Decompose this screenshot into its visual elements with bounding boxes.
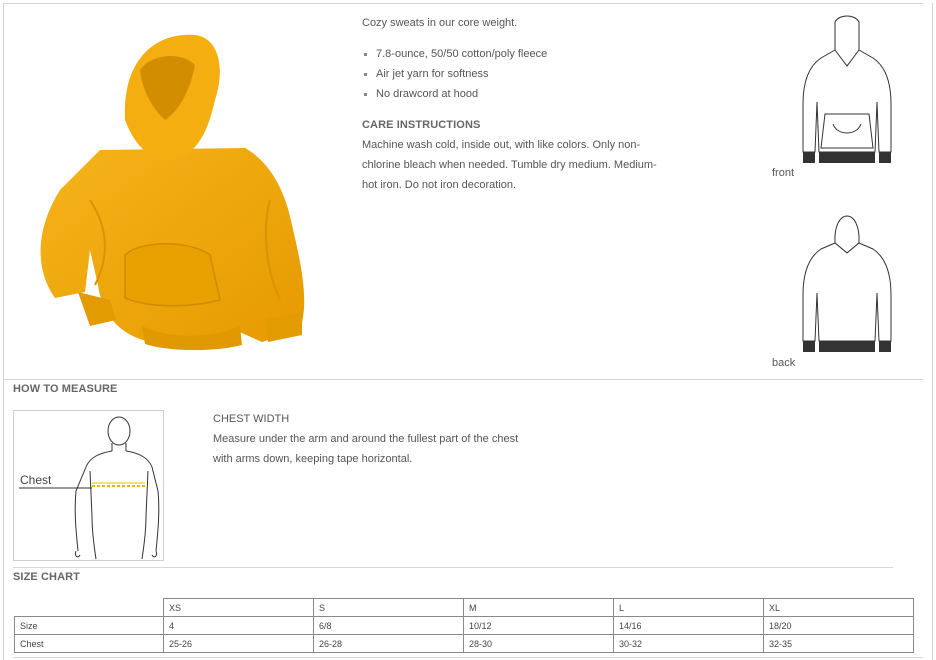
size-header-cell: XS [164,599,314,617]
table-cell: 18/20 [764,617,914,635]
table-cell: 6/8 [314,617,464,635]
table-cell: 10/12 [464,617,614,635]
care-heading: CARE INSTRUCTIONS [362,119,481,131]
size-chart-heading: SIZE CHART [13,571,80,583]
measure-diagram [13,410,164,561]
product-photo[interactable] [30,30,310,350]
feature-item: No drawcord at hood [362,84,547,104]
size-header-row [15,599,914,617]
table-cell: 14/16 [614,617,764,635]
measure-title: CHEST WIDTH [213,413,290,425]
table-row [15,617,914,635]
front-label: front [772,167,795,179]
bottom-divider [13,657,923,658]
size-chart-divider [13,567,893,568]
table-cell: 4 [164,617,314,635]
row-label: Size [15,617,164,635]
size-header-cell: XL [764,599,914,617]
size-header-cell: L [614,599,764,617]
size-header-cell: S [314,599,464,617]
feature-item: Air jet yarn for softness [362,64,547,84]
feature-item: 7.8-ounce, 50/50 cotton/poly fleece [362,44,547,64]
product-description: Cozy sweats in our core weight. [362,17,518,29]
table-cell: 25-26 [164,635,314,653]
table-row [15,635,914,653]
row-label: Chest [15,635,164,653]
corner-cell [15,599,164,617]
size-chart-table [14,598,914,653]
chest-label: Chest [20,473,52,487]
feature-list [362,44,547,104]
measure-text: Measure under the arm and around the fullest part of the chest with arms down, keeping tape horizontal. [213,433,519,465]
how-to-measure-heading: HOW TO MEASURE [13,383,118,395]
size-header-cell: M [464,599,614,617]
table-cell: 32-35 [764,635,914,653]
back-label: back [772,357,796,369]
section-divider [3,379,923,380]
back-sketch[interactable] [797,203,897,355]
table-cell: 28-30 [464,635,614,653]
top-divider [3,3,923,4]
table-cell: 30-32 [614,635,764,653]
front-sketch[interactable] [797,12,897,166]
care-text: Machine wash cold, inside out, with like colors. Only non-chlorine bleach when needed. Tumble dry medium. Medium-hot iron. Do not iron decoration. [362,139,657,191]
table-cell: 26-28 [314,635,464,653]
